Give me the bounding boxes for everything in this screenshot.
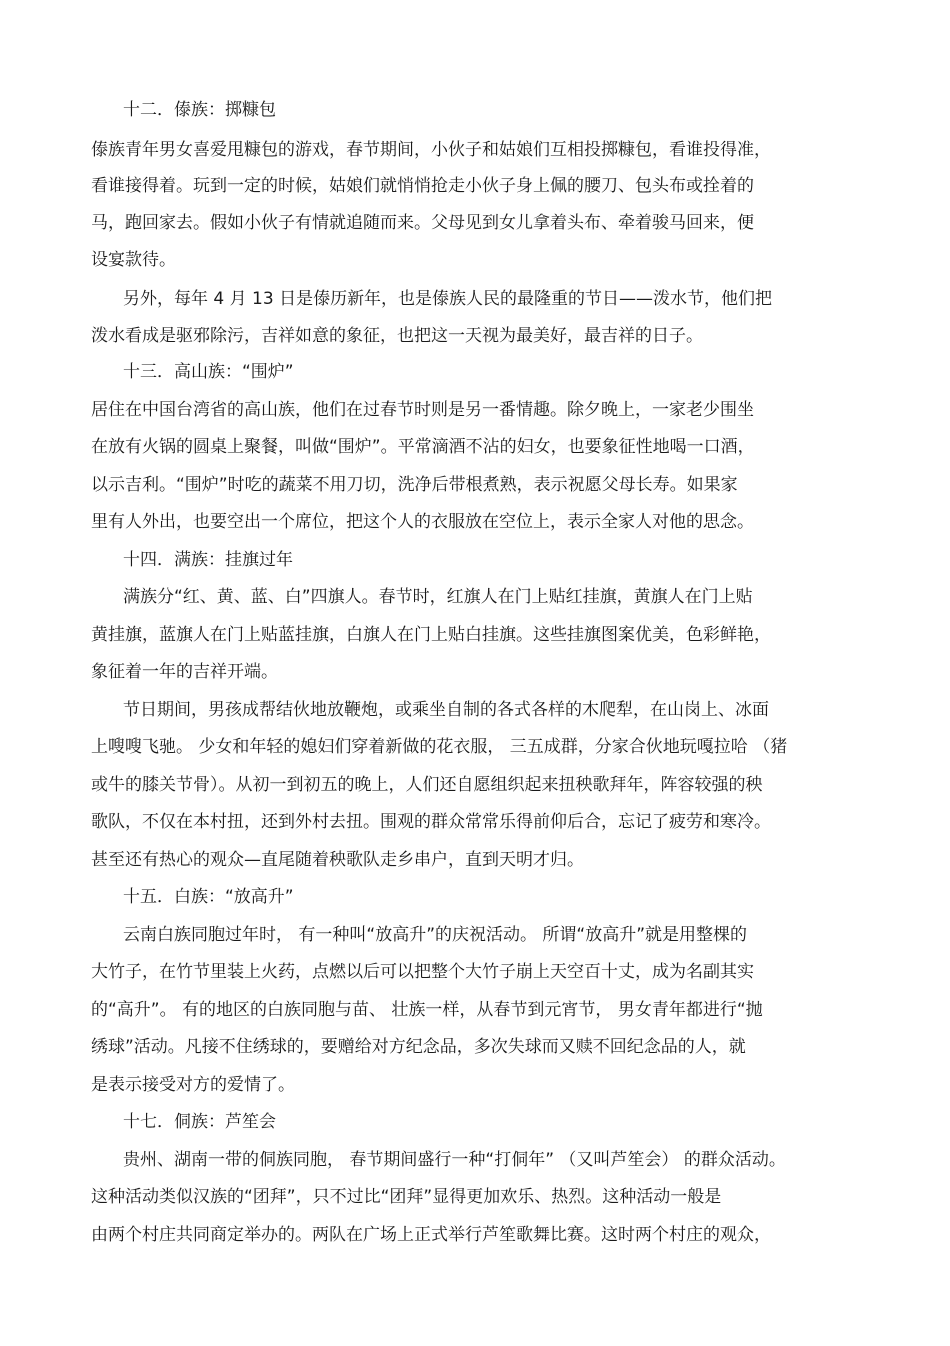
paragraph-line: 云南白族同胞过年时， 有一种叫“放高升”的庆祝活动。 所谓“放高升”就是用整棵的 [123, 925, 748, 945]
paragraph-line: 马，跑回家去。假如小伙子有情就追随而来。父母见到女儿拿着头布、牵着骏马回来，便 [91, 213, 754, 233]
paragraph-line: 看谁接得着。玩到一定的时候，姑娘们就悄悄抢走小伙子身上佩的腰刀、包头布或拴着的 [91, 176, 754, 196]
paragraph-line: 绣球”活动。凡接不住绣球的，要赠给对方纪念品，多次失球而又赎不回纪念品的人，就 [91, 1037, 746, 1057]
paragraph-line: 另外，每年 4 月 13 日是傣历新年，也是傣族人民的最隆重的节日——泼水节，他们把 [123, 289, 773, 309]
paragraph-line: 节日期间，男孩成帮结伙地放鞭炮，或乘坐自制的各式各样的木爬犁，在山岗上、冰面 [123, 700, 769, 720]
paragraph-line: 居住在中国台湾省的高山族，他们在过春节时则是另一番情趣。除夕晚上，一家老少围坐 [91, 400, 754, 420]
paragraph-line: 傣族青年男女喜爱甩糠包的游戏，春节期间，小伙子和姑娘们互相投掷糠包，看谁投得准， [91, 140, 771, 160]
heading-manchu: 十四．满族：挂旗过年 [123, 550, 293, 570]
paragraph-line: 以示吉利。“围炉”时吃的蔬菜不用刀切，洗净后带根煮熟，表示祝愿父母长寿。如果家 [91, 475, 738, 495]
paragraph-line: 甚至还有热心的观众—直尾随着秧歌队走乡串户，直到天明才归。 [91, 850, 584, 870]
paragraph-line: 由两个村庄共同商定举办的。两队在广场上正式举行芦笙歌舞比赛。这时两个村庄的观众， [91, 1225, 771, 1245]
paragraph-line: 黄挂旗，蓝旗人在门上贴蓝挂旗，白旗人在门上贴白挂旗。这些挂旗图案优美，色彩鲜艳， [91, 625, 771, 645]
paragraph-line: 是表示接受对方的爱情了。 [91, 1075, 295, 1095]
paragraph-line: 上嗖嗖飞驰。 少女和年轻的媳妇们穿着新做的花衣服， 三五成群，分家合伙地玩嘎拉哈 （猪 [91, 737, 788, 757]
heading-dai: 十二．傣族：掷糠包 [123, 100, 276, 120]
paragraph-line: 歌队，不仅在本村扭，还到外村去扭。围观的群众常常乐得前仰后合，忘记了疲劳和寒冷。 [91, 812, 771, 832]
paragraph-line: 里有人外出，也要空出一个席位，把这个人的衣服放在空位上，表示全家人对他的思念。 [91, 512, 754, 532]
paragraph-line: 贵州、湖南一带的侗族同胞， 春节期间盛行一种“打侗年” （又叫芦笙会） 的群众活动。 [123, 1150, 786, 1170]
paragraph-line: 在放有火锅的圆桌上聚餐，叫做“围炉”。平常滴酒不沾的妇女，也要象征性地喝一口酒， [91, 437, 755, 457]
heading-bai: 十五．白族：“放高升” [123, 887, 294, 907]
paragraph-line: 这种活动类似汉族的“团拜”，只不过比“团拜”显得更加欢乐、热烈。这种活动一般是 [91, 1187, 722, 1207]
paragraph-line: 的“高升”。 有的地区的白族同胞与苗、 壮族一样，从春节到元宵节， 男女青年都进行“抛 [91, 1000, 763, 1020]
paragraph-line: 象征着一年的吉祥开端。 [91, 662, 278, 682]
paragraph-line: 满族分“红、黄、蓝、白”四旗人。春节时，红旗人在门上贴红挂旗，黄旗人在门上贴 [123, 587, 753, 607]
paragraph-line: 大竹子，在竹节里装上火药，点燃以后可以把整个大竹子崩上天空百十丈，成为名副其实 [91, 962, 754, 982]
paragraph-line: 泼水看成是驱邪除污，吉祥如意的象征，也把这一天视为最美好，最吉祥的日子。 [91, 326, 703, 346]
heading-dong: 十七．侗族：芦笙会 [123, 1112, 276, 1132]
heading-gaoshan: 十三．高山族：“围炉” [123, 362, 294, 382]
paragraph-line: 或牛的膝关节骨）。从初一到初五的晚上，人们还自愿组织起来扭秧歌拜年，阵容较强的秧 [91, 775, 763, 795]
paragraph-line: 设宴款待。 [91, 250, 176, 270]
